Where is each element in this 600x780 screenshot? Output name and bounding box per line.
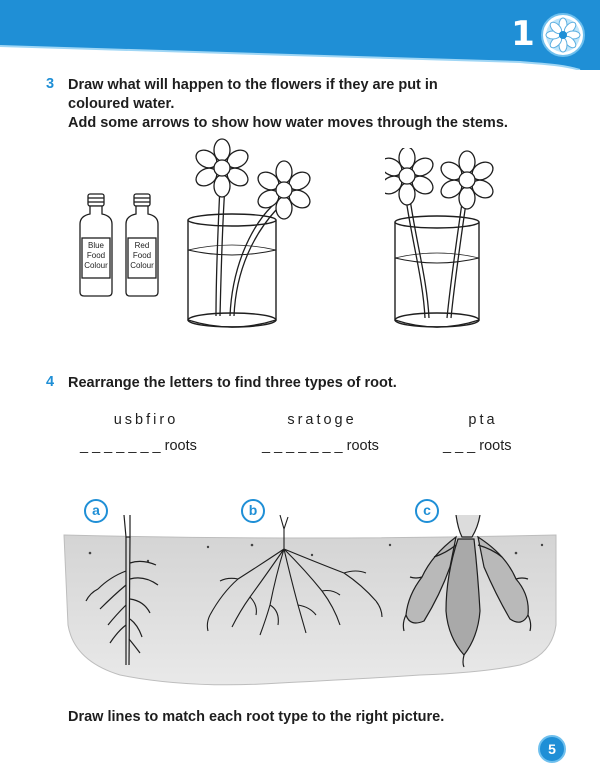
- flower-glass-right: [385, 148, 515, 338]
- puzzle-3-letters: pta: [468, 412, 498, 428]
- puzzle-1-answer[interactable]: _ _ _ _ _ _ _ roots: [80, 438, 197, 454]
- puzzle-2-letters: sratoge: [287, 412, 357, 428]
- blue-bottle-label: Blue Food Colour: [84, 241, 108, 270]
- flower-icon-right-1: [385, 148, 436, 205]
- question-3-text: [68, 76, 568, 133]
- question-3-line-1: Draw what will happen to the flowers if they are put in: [68, 77, 438, 93]
- flower-glass-left: [180, 138, 320, 338]
- soil-root-scene: [60, 515, 560, 695]
- question-3-line-2: coloured water.: [68, 96, 175, 112]
- glass-icon: [188, 214, 276, 327]
- flower-icon: [540, 12, 586, 58]
- unit-number: 1: [511, 14, 535, 54]
- stems: [405, 192, 467, 318]
- puzzle-3-answer[interactable]: _ _ _ roots: [443, 438, 512, 454]
- flower-icon-right-2: [438, 151, 496, 209]
- page-number: 5: [538, 735, 566, 763]
- red-bottle-label: Red Food Colour: [130, 241, 154, 270]
- flower-icon-left-2: [255, 161, 313, 219]
- label-a-badge: a: [84, 499, 108, 523]
- puzzle-2-answer[interactable]: _ _ _ _ _ _ _ roots: [262, 438, 379, 454]
- question-4-text: Rearrange the letters to find three types of root.: [68, 375, 397, 391]
- flower-icon-left-1: [193, 139, 251, 197]
- question-4-number: 4: [46, 374, 55, 390]
- label-b-badge: b: [241, 499, 265, 523]
- puzzle-1-letters: usbfiro: [113, 412, 179, 428]
- label-c-badge: c: [415, 499, 439, 523]
- question-3-number: 3: [46, 76, 55, 92]
- question-3-line-3: Add some arrows to show how water moves through the stems.: [68, 115, 508, 131]
- instruction-text: Draw lines to match each root type to the right picture.: [68, 709, 445, 725]
- glass-icon: [395, 216, 479, 327]
